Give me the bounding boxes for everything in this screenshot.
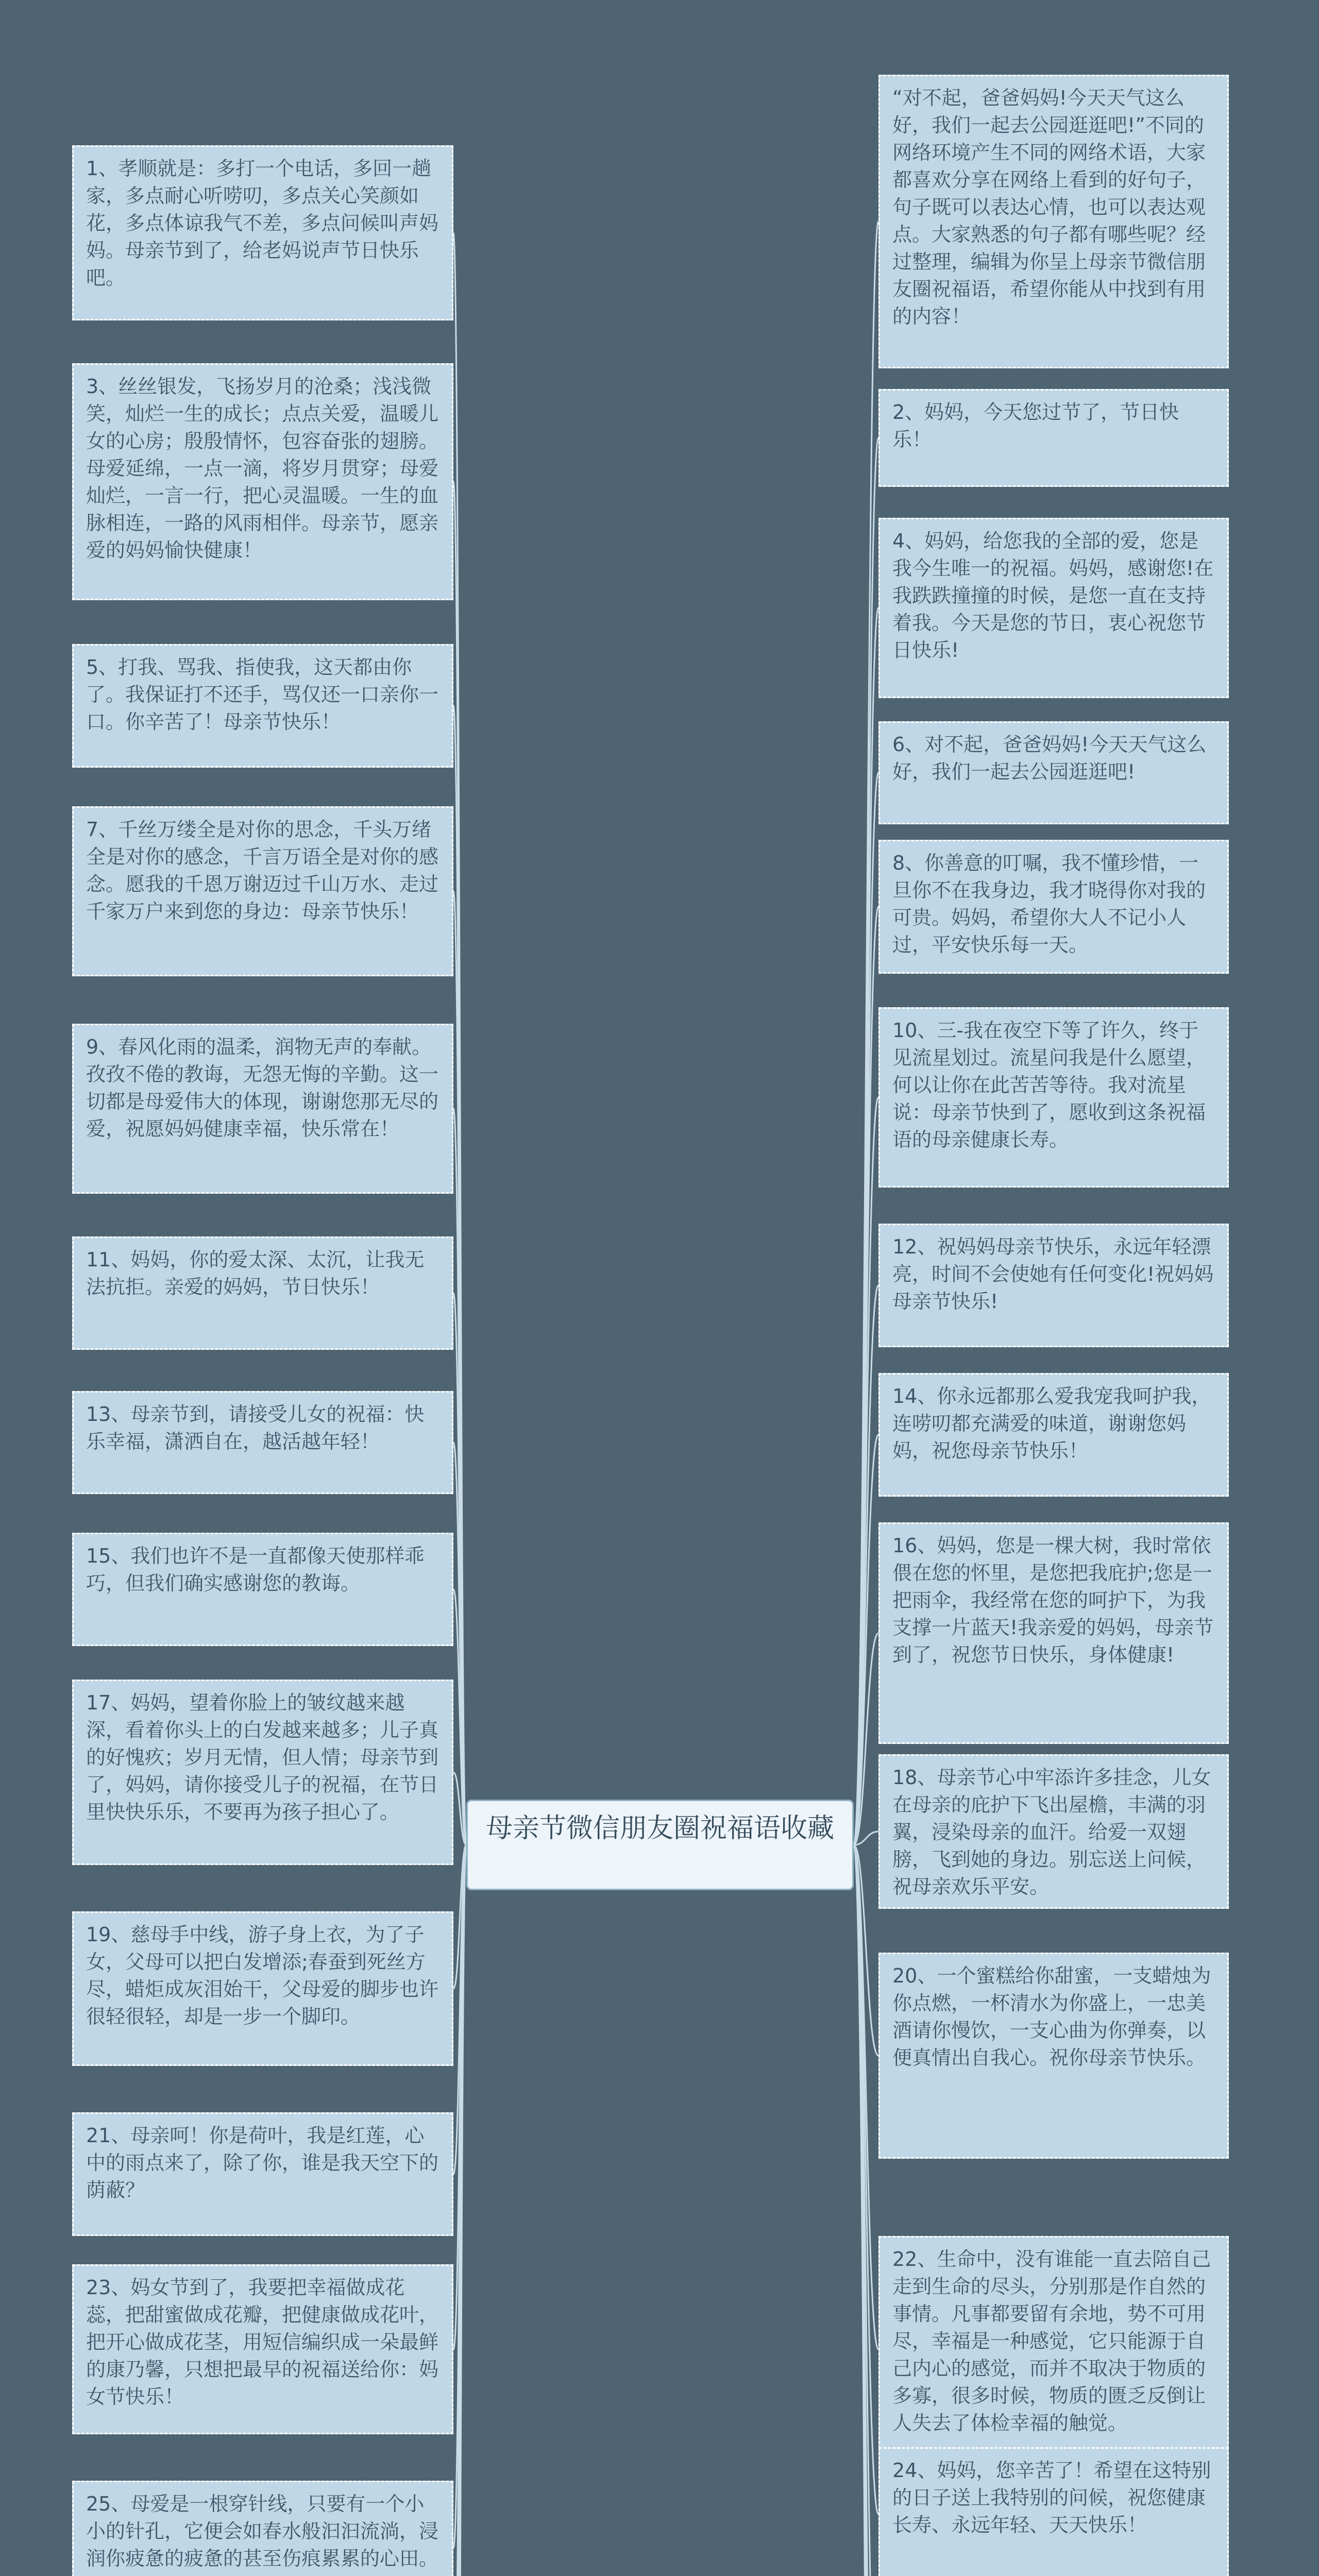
right-connector [854,1845,878,2576]
right-connector [854,1285,878,1845]
right-item: 24、妈妈，您辛苦了！希望在这特别的日子送上我特别的问候，祝您健康长寿、永远年轻、天天快乐！ [878,2447,1229,2576]
left-connector [453,706,466,1845]
left-connector [453,233,466,1845]
right-connector [854,1845,878,2576]
right-connector [854,1845,878,2576]
left-item: 15、我们也许不是一直都像天使那样乖巧，但我们确实感谢您的教诲。 [72,1533,453,1646]
right-item: “对不起，爸爸妈妈!今天天气这么好，我们一起去公园逛逛吧!”不同的网络环境产生不同的网络术语，大家都喜欢分享在网络上看到的好句子，句子既可以表达心情，也可以表达观点。大家熟悉的句子都有哪些呢？经过整理，编辑为你呈上母亲节微信朋友圈祝福语，希望你能从中找到有用的内容！ [878,75,1229,368]
right-connector [854,1845,878,2576]
right-item: 10、三-我在夜空下等了许久，终于见流星划过。流星问我是什么愿望，何以让你在此苦苦等待。我对流星说：母亲节快到了，愿收到这条祝福语的母亲健康长寿。 [878,1007,1229,1188]
left-connector [453,1845,466,2349]
right-connector [854,1845,878,2576]
right-item: 16、妈妈，您是一棵大树，我时常依偎在您的怀里，是您把我庇护;您是一把雨伞，我经常在您的呵护下，为我支撑一片蓝天!我亲爱的妈妈，母亲节到了，祝您节日快乐，身体健康! [878,1522,1229,1744]
right-item: 4、妈妈，给您我的全部的爱，您是我今生唯一的祝福。妈妈，感谢您!在我跌跌撞撞的时候，是您一直在支持着我。今天是您的节日，衷心祝您节日快乐! [878,518,1229,698]
left-item: 21、母亲呵！你是荷叶，我是红莲，心中的雨点来了，除了你，谁是我天空下的荫蔽？ [72,2112,453,2236]
left-connector [453,1109,466,1845]
right-connector [854,1845,878,2349]
right-item: 18、母亲节心中牢添许多挂念，儿女在母亲的庇护下飞出屋檐，丰满的羽翼，浸染母亲的血汗。给爱一双翅膀，飞到她的身边。别忘送上问候，祝母亲欢乐平安。 [878,1754,1229,1909]
left-item: 13、母亲节到，请接受儿女的祝福：快乐幸福，潇洒自在，越活越年轻！ [72,1391,453,1494]
left-connector [453,1845,466,2576]
left-connector [453,891,466,1845]
left-connector [453,1845,466,2576]
right-connector [854,907,878,1845]
left-connector [453,1845,466,2548]
left-connector [453,1845,466,2576]
right-connector [854,1845,878,2576]
right-item: 8、你善意的叮嘱，我不懂珍惜，一旦你不在我身边，我才晓得你对我的可贵。妈妈，希望你大人不记小人过，平安快乐每一天。 [878,840,1229,974]
left-item: 3、丝丝银发，飞扬岁月的沧桑；浅浅微笑，灿烂一生的成长；点点关爱，温暖儿女的心房；殷殷情怀，包容奋张的翅膀。母爱延绵，一点一滴，将岁月贯穿；母爱灿烂，一言一行，把心灵温暖。一生的血脉相连，一路的风雨相伴。母亲节，愿亲爱的妈妈愉快健康！ [72,363,453,600]
center-topic: 母亲节微信朋友圈祝福语收藏 [466,1800,854,1890]
right-item: 6、对不起，爸爸妈妈!今天天气这么好，我们一起去公园逛逛吧! [878,721,1229,824]
left-item: 25、母爱是一根穿针线，只要有一个小小的针孔，它便会如春水般汩汩流淌，浸润你疲惫的疲惫的甚至伤痕累累的心田。 [72,2481,453,2576]
right-connector [854,1832,878,1845]
left-item: 23、妈女节到了，我要把幸福做成花蕊，把甜蜜做成花瓣，把健康做成花叶，把开心做成花茎，用短信编织成一朵最鲜的康乃馨，只想把最早的祝福送给你：妈女节快乐！ [72,2264,453,2434]
right-connector [854,1845,878,2056]
left-connector [453,1589,466,1845]
right-connector [854,1097,878,1845]
right-connector [854,1435,878,1845]
right-connector [854,1845,878,2514]
right-connector [854,438,878,1845]
right-item: 14、你永远都那么爱我宠我呵护我，连唠叨都充满爱的味道，谢谢您妈妈，祝您母亲节快乐！ [878,1373,1229,1497]
left-item: 5、打我、骂我、指使我，这天都由你了。我保证打不还手，骂仅还一口亲你一口。你辛苦了！母亲节快乐！ [72,644,453,768]
left-connector [453,1772,466,1845]
right-connector [854,608,878,1845]
left-connector [453,1443,466,1845]
left-item: 17、妈妈，望着你脸上的皱纹越来越深，看着你头上的白发越来越多；儿子真的好愧疚；岁月无情，但人情；母亲节到了，妈妈，请你接受儿子的祝福，在节日里快快乐乐，不要再为孩子担心了。 [72,1680,453,1865]
left-connector [453,482,466,1845]
left-connector [453,1845,466,2576]
left-item: 19、慈母手中线，游子身上衣，为了子女，父母可以把白发增添;春蚕到死丝方尽，蜡炬成灰泪始干，父母爱的脚步也许很轻很轻，却是一步一个脚印。 [72,1911,453,2066]
left-connector [453,1845,466,2576]
left-connector [453,1845,466,2174]
left-connector [453,1293,466,1845]
left-item: 11、妈妈，你的爱太深、太沉，让我无法抗拒。亲爱的妈妈，节日快乐！ [72,1236,453,1350]
right-item: 12、祝妈妈母亲节快乐，永远年轻漂亮，时间不会使她有任何变化!祝妈妈母亲节快乐! [878,1224,1229,1347]
left-item: 7、千丝万缕全是对你的思念，千头万绪全是对你的感念，千言万语全是对你的感念。愿我的千恩万谢迈过千山万水、走过千家万户来到您的身边：母亲节快乐！ [72,806,453,976]
right-connector [854,773,878,1845]
left-item: 1、孝顺就是：多打一个电话，多回一趟家，多点耐心听唠叨，多点关心笑颜如花，多点体谅我气不差，多点问候叫声妈妈。母亲节到了，给老妈说声节日快乐吧。 [72,145,453,320]
right-item: 22、生命中，没有谁能一直去陪自己走到生命的尽头，分别那是作自然的事情。凡事都要留有余地，势不可用尽，幸福是一种感觉，它只能源于自己内心的感觉，而并不取决于物质的多寡，很多时候，物质的匮乏反倒让人失去了体检幸福的触觉。 [878,2236,1229,2463]
right-connector [854,1633,878,1845]
right-item: 20、一个蜜糕给你甜蜜，一支蜡烛为你点燃，一杯清水为你盛上，一忠美酒请你慢饮，一支心曲为你弹奏，以便真情出自我心。祝你母亲节快乐。 [878,1953,1229,2159]
left-connector [453,1845,466,1989]
right-item: 2、妈妈，今天您过节了，节日快乐！ [878,389,1229,487]
left-item: 9、春风化雨的温柔，润物无声的奉献。孜孜不倦的教诲，无怨无悔的辛勤。这一切都是母爱伟大的体现，谢谢您那无尽的爱，祝愿妈妈健康幸福，快乐常在！ [72,1024,453,1194]
right-connector [854,222,878,1845]
